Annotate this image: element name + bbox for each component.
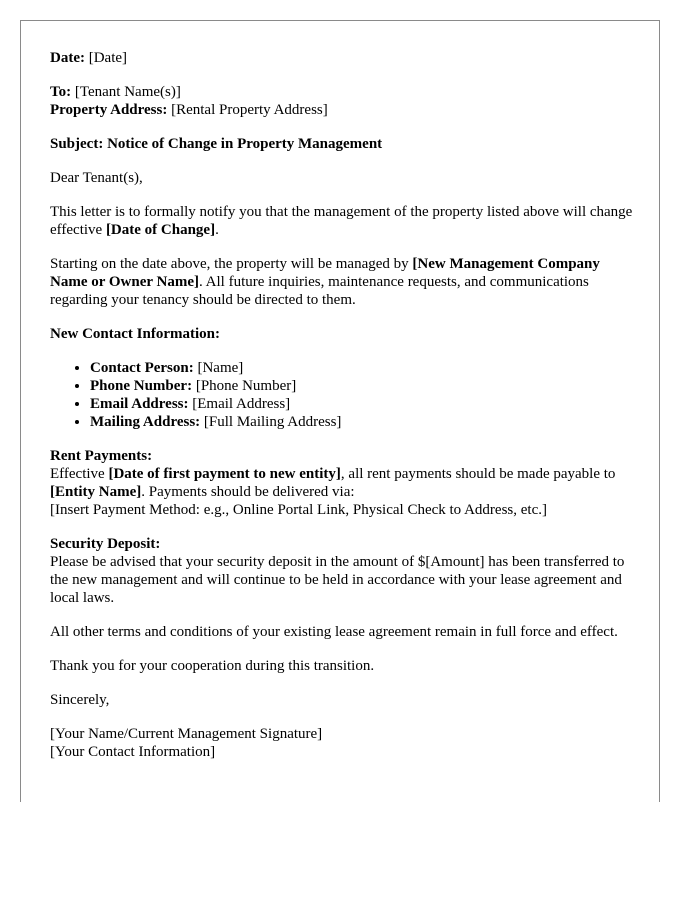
paragraph-notice-text: This letter is to formally notify you that the management of the property listed above will change effective (50, 204, 633, 238)
contact-item-email (90, 395, 640, 413)
thanks-paragraph: Thank you for your cooperation during this transition. (50, 658, 375, 674)
email-address-label: Email Address: (90, 396, 189, 412)
terms-paragraph: All other terms and conditions of your existing lease agreement remain in full force and effect. (50, 624, 618, 640)
date-value: [Date] (88, 50, 128, 66)
salutation: Dear Tenant(s), (50, 170, 143, 186)
paragraph-notice-end: . (215, 222, 219, 238)
date-of-change: [Date of Change] (105, 222, 216, 238)
contact-item-phone (90, 377, 640, 395)
rent-text-3: . Payments should be delivered via: (141, 484, 355, 500)
to-label: To: (50, 84, 72, 100)
contact-item-person (90, 359, 640, 377)
rent-text-1: Effective (50, 466, 109, 482)
deposit-heading: Security Deposit: (50, 536, 161, 552)
signature: [Your Name/Current Management Signature] (50, 726, 323, 742)
paragraph-new-management-end: . All future inquiries, maintenance requests, and communications regarding your tenancy should be directed to them. (50, 274, 589, 308)
rent-heading: Rent Payments: (50, 448, 153, 464)
contact-heading (50, 325, 640, 343)
mailing-address-label: Mailing Address: (90, 414, 201, 430)
phone-number-value: [Phone Number] (195, 378, 297, 394)
recipient-block (50, 83, 640, 119)
email-address-value: [Email Address] (192, 396, 291, 412)
contact-heading-text: New Contact Information: (50, 326, 220, 342)
property-address-label: Property Address: (50, 102, 168, 118)
deposit-section (50, 535, 640, 607)
rent-text-2: , all rent payments should be made payable to (340, 466, 616, 482)
letter-body (50, 49, 640, 761)
paragraph-new-management-text: Starting on the date above, the property will be managed by (50, 256, 413, 272)
date-line (50, 49, 640, 67)
signature-block (50, 725, 640, 761)
property-address-value: [Rental Property Address] (171, 102, 328, 118)
sender-contact-info: [Your Contact Information] (50, 744, 216, 760)
rent-entity-name: [Entity Name] (50, 484, 142, 500)
letter-page (20, 20, 660, 802)
mailing-address-value: [Full Mailing Address] (203, 414, 342, 430)
closing: Sincerely, (50, 692, 110, 708)
date-label: Date: (50, 50, 85, 66)
rent-section (50, 447, 640, 519)
paragraph-notice (50, 203, 640, 239)
subject-line (50, 135, 640, 153)
new-management-name: [New Management Company Name or Owner Name] (50, 256, 600, 290)
rent-first-payment-date: [Date of first payment to new entity] (108, 466, 341, 482)
contact-person-label: Contact Person: (90, 360, 194, 376)
contact-list (50, 359, 640, 431)
deposit-text: Please be advised that your security deposit in the amount of $[Amount] has been transferred to the new management and will continue to be held in accordance with your lease agreement and local laws. (50, 554, 625, 606)
to-value: [Tenant Name(s)] (74, 84, 181, 100)
rent-payment-method: [Insert Payment Method: e.g., Online Portal Link, Physical Check to Address, etc.] (50, 502, 547, 518)
contact-item-mailing (90, 413, 640, 431)
contact-person-value: [Name] (197, 360, 244, 376)
subject-text: Subject: Notice of Change in Property Management (50, 136, 383, 152)
phone-number-label: Phone Number: (90, 378, 193, 394)
paragraph-new-management (50, 255, 640, 309)
